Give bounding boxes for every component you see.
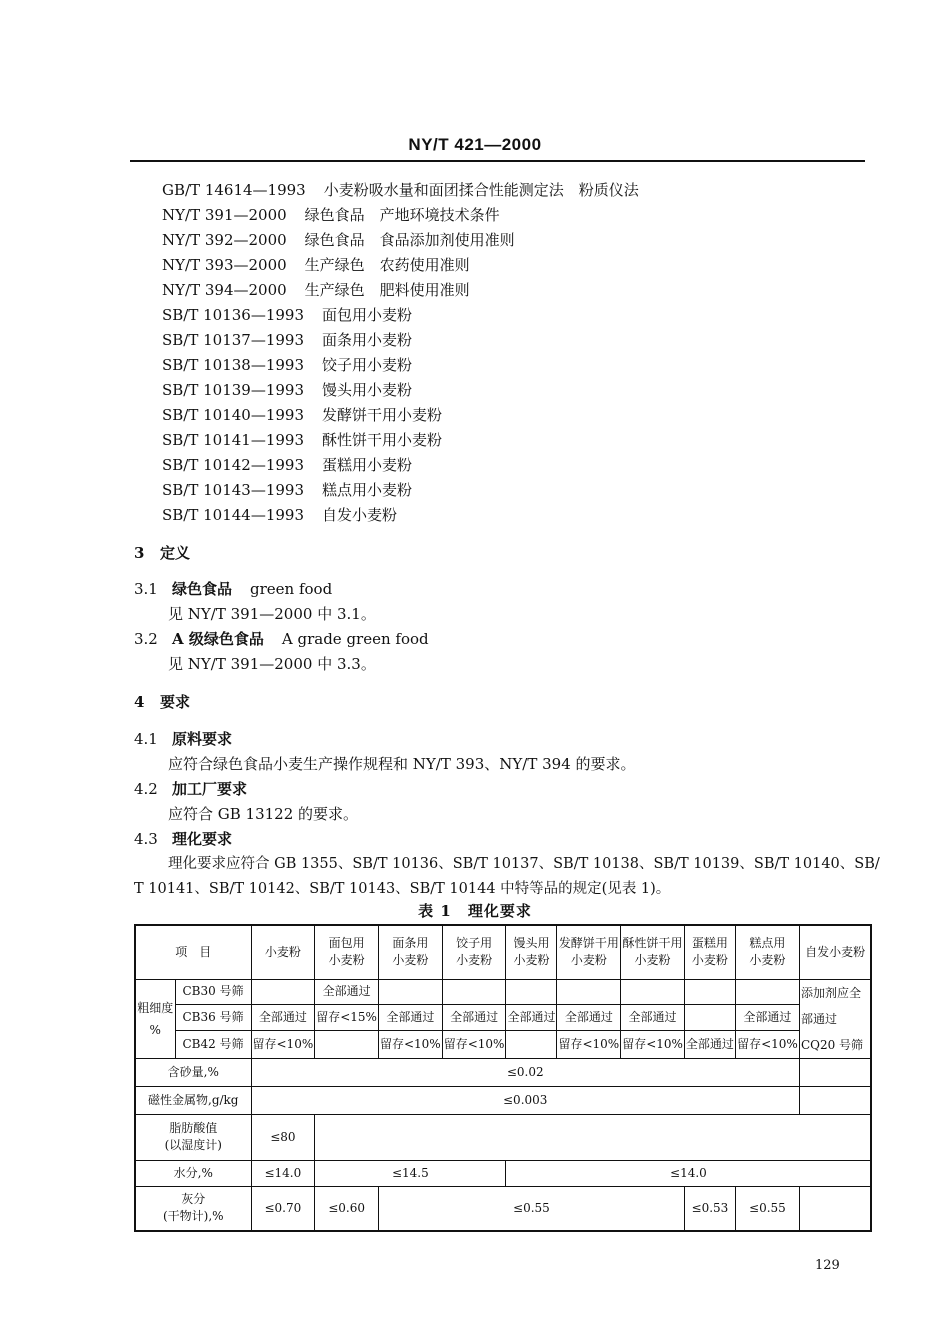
reference-code: SB/T 10136—1993 [162,306,305,324]
column-header-line2: 小麦粉 [456,953,493,968]
reference-code: NY/T 393—2000 [162,256,287,274]
reference-code: SB/T 10139—1993 [162,381,305,399]
clause-4-1-heading [134,727,232,751]
column-header-line2: 小麦粉 [749,953,786,968]
reference-title: 面条用小麦粉 [322,331,413,349]
clause-3-1-heading [134,577,332,601]
column-header [251,925,315,979]
reference-title: 绿色食品 产地环境技术条件 [304,206,500,224]
reference-title: 生产绿色 农药使用准则 [304,256,470,274]
header-rule [130,160,865,162]
table-title: 表 1 理化要求 [418,902,532,920]
clause-title: 加工厂要求 [172,780,248,798]
table-cell [621,979,685,1005]
table-row [135,1186,871,1231]
page-number: 129 [815,1258,840,1273]
table-cell [684,979,735,1005]
reference-item [162,328,639,353]
table-row [135,1160,871,1186]
column-header-line1: 饺子用 [456,936,493,951]
reference-code: SB/T 10138—1993 [162,356,305,374]
reference-title: 馒头用小麦粉 [322,381,413,399]
reference-item [162,178,639,203]
column-header-line2: 小麦粉 [634,953,671,968]
table-cell [315,1031,379,1058]
reference-title: 饺子用小麦粉 [322,356,413,374]
clause-4-2-body: 应符合 GB 13122 的要求。 [168,805,359,823]
table-cell: 全部通过 [442,1005,506,1031]
table-cell: ≤14.0 [506,1160,872,1186]
table-cell: ≤0.70 [251,1186,315,1231]
reference-item [162,303,639,328]
reference-item [162,378,639,403]
column-header-line2: 小麦粉 [392,953,429,968]
item-header: 项 目 [135,925,251,979]
reference-item [162,403,639,428]
table-cell: ≤0.55 [378,1186,684,1231]
table-cell [799,1058,871,1086]
table-cell [442,979,506,1005]
reference-item [162,503,639,528]
table-cell: ≤0.003 [251,1086,799,1114]
reference-item [162,278,639,303]
table-cell: 全部通过 [557,1005,621,1031]
table-header-row [135,925,871,979]
reference-item [162,228,639,253]
reference-code: NY/T 392—2000 [162,231,287,249]
table-cell: ≤0.60 [315,1186,379,1231]
clause-number: 4.2 [134,780,158,798]
reference-list [162,178,639,528]
row-label: 水分,% [135,1160,251,1186]
column-header-line2: 小麦粉 [570,953,607,968]
row-label [135,1114,251,1160]
table-row [135,1005,871,1031]
clause-number: 4.1 [134,730,158,748]
reference-title: 自发小麦粉 [322,506,398,524]
table-cell [799,1186,871,1231]
clause-4-3-body-line2: T 10141、SB/T 10142、SB/T 10143、SB/T 10144 中特等品的规定(见表 1)。 [134,881,671,897]
clause-3-1-body: 见 NY/T 391—2000 中 3.1。 [168,605,376,623]
row-label: 含砂量,% [135,1058,251,1086]
table-cell: 全部通过 [735,1005,799,1031]
table-cell: ≤80 [251,1114,315,1160]
table-cell: ≤0.53 [684,1186,735,1231]
reference-item [162,203,639,228]
page-header-title: NY/T 421—2000 [408,135,542,154]
column-header-line2: 小麦粉 [691,953,728,968]
table-cell: 留存<10% [621,1031,685,1058]
table-cell: 全部通过 [506,1005,557,1031]
row-label-line2: (干物计),% [162,1209,224,1224]
column-header [684,925,735,979]
table-cell [506,1031,557,1058]
clause-4-1-body: 应符合绿色食品小麦生产操作规程和 NY/T 393、NY/T 394 的要求。 [168,755,636,773]
reference-code: SB/T 10140—1993 [162,406,305,424]
fineness-label [135,979,175,1058]
section-number: 4 [134,693,145,711]
table-cell [251,979,315,1005]
column-header-line2: 小麦粉 [513,953,550,968]
table-cell: ≤0.02 [251,1058,799,1086]
column-header-line1: 糕点用 [749,936,786,951]
column-header [557,925,621,979]
reference-item [162,353,639,378]
column-header-line1: 自发小麦粉 [805,944,866,959]
column-header [799,925,871,979]
clause-4-2-heading [134,777,247,801]
table-row [135,1031,871,1058]
table-cell: 留存<10% [557,1031,621,1058]
table-row [135,1058,871,1086]
reference-title: 蛋糕用小麦粉 [322,456,413,474]
clause-title: 原料要求 [172,730,233,748]
section-number: 3 [134,544,145,562]
reference-code: SB/T 10137—1993 [162,331,305,349]
reference-code: NY/T 391—2000 [162,206,287,224]
physicochemical-table [134,924,872,1232]
section-4-heading [134,690,190,714]
reference-title: 酥性饼干用小麦粉 [322,431,443,449]
clause-term: 绿色食品 [172,580,233,598]
table-cell: 留存<10% [442,1031,506,1058]
table-cell [557,979,621,1005]
clause-number: 3.2 [134,630,158,648]
clause-3-2-heading [134,627,429,651]
column-header [378,925,442,979]
table-row [135,979,871,1005]
reference-title: 生产绿色 肥料使用准则 [304,281,470,299]
column-header [506,925,557,979]
column-header [442,925,506,979]
reference-item [162,428,639,453]
column-header [735,925,799,979]
clause-4-3-heading [134,827,232,851]
fineness-label-line2: % [149,1022,161,1037]
sieve-label: CB42 号筛 [175,1031,251,1058]
reference-title: 糕点用小麦粉 [322,481,413,499]
table-cell [378,979,442,1005]
table-cell: 全部通过 [621,1005,685,1031]
section-title: 要求 [160,693,191,711]
clause-number: 4.3 [134,830,158,848]
row-label-line1: 脂肪酸值 [169,1121,218,1135]
row-label [135,1186,251,1231]
clause-title: 理化要求 [172,830,233,848]
sieve-label: CB36 号筛 [175,1005,251,1031]
clause-term: A 级绿色食品 [172,630,264,648]
reference-code: SB/T 10143—1993 [162,481,305,499]
table-cell: ≤14.5 [315,1160,506,1186]
column-header [621,925,685,979]
column-header [315,925,379,979]
clause-4-3-body-line1: 理化要求应符合 GB 1355、SB/T 10136、SB/T 10137、SB/T 10138、SB/T 10139、SB/T 10140、SB/ [168,856,880,872]
section-3-heading [134,541,190,565]
table-cell: ≤0.55 [735,1186,799,1231]
fineness-label-line1: 粗细度 [137,1000,174,1015]
column-header-line1: 酥性饼干用 [622,936,683,951]
reference-item [162,453,639,478]
table-cell [799,1086,871,1114]
table-cell: 全部通过 [684,1031,735,1058]
reference-code: NY/T 394—2000 [162,281,287,299]
table-cell [506,979,557,1005]
column-header-line1: 蛋糕用 [691,936,728,951]
section-title: 定义 [160,544,191,562]
column-header-line1: 小麦粉 [264,944,301,959]
column-header-line1: 馒头用 [513,936,550,951]
table-cell: 全部通过 [251,1005,315,1031]
reference-title: 小麦粉吸水量和面团揉合性能测定法 粉质仪法 [323,181,639,199]
clause-term-en: green food [250,580,333,598]
table-cell: 留存<10% [735,1031,799,1058]
clause-term-en: A grade green food [281,630,429,648]
table-cell: 全部通过 [315,979,379,1005]
reference-title: 发酵饼干用小麦粉 [322,406,443,424]
row-label-line2: (以湿度计) [164,1138,222,1152]
clause-number: 3.1 [134,580,158,598]
table-cell [684,1005,735,1031]
reference-title: 面包用小麦粉 [322,306,413,324]
reference-item [162,253,639,278]
sieve-label: CB30 号筛 [175,979,251,1005]
table-row [135,1086,871,1114]
table-cell [315,1114,872,1160]
table-row [135,1114,871,1160]
column-header-line1: 发酵饼干用 [558,936,619,951]
self-rising-sieve-note: 添加剂应全部通过CQ20 号筛 [799,979,871,1058]
reference-code: SB/T 10142—1993 [162,456,305,474]
table-cell: 全部通过 [378,1005,442,1031]
table-cell: 留存<15% [315,1005,379,1031]
column-header-line1: 面包用 [328,936,365,951]
table-cell: 留存<10% [378,1031,442,1058]
table-cell: ≤14.0 [251,1160,315,1186]
reference-code: GB/T 14614—1993 [162,181,306,199]
table-cell: 留存<10% [251,1031,315,1058]
reference-item [162,478,639,503]
row-label: 磁性金属物,g/kg [135,1086,251,1114]
row-label-line1: 灰分 [181,1192,206,1207]
column-header-line1: 面条用 [392,936,429,951]
column-header-line2: 小麦粉 [328,953,365,968]
table-cell [735,979,799,1005]
reference-code: SB/T 10141—1993 [162,431,305,449]
reference-code: SB/T 10144—1993 [162,506,305,524]
clause-3-2-body: 见 NY/T 391—2000 中 3.3。 [168,655,376,673]
reference-title: 绿色食品 食品添加剂使用准则 [304,231,515,249]
